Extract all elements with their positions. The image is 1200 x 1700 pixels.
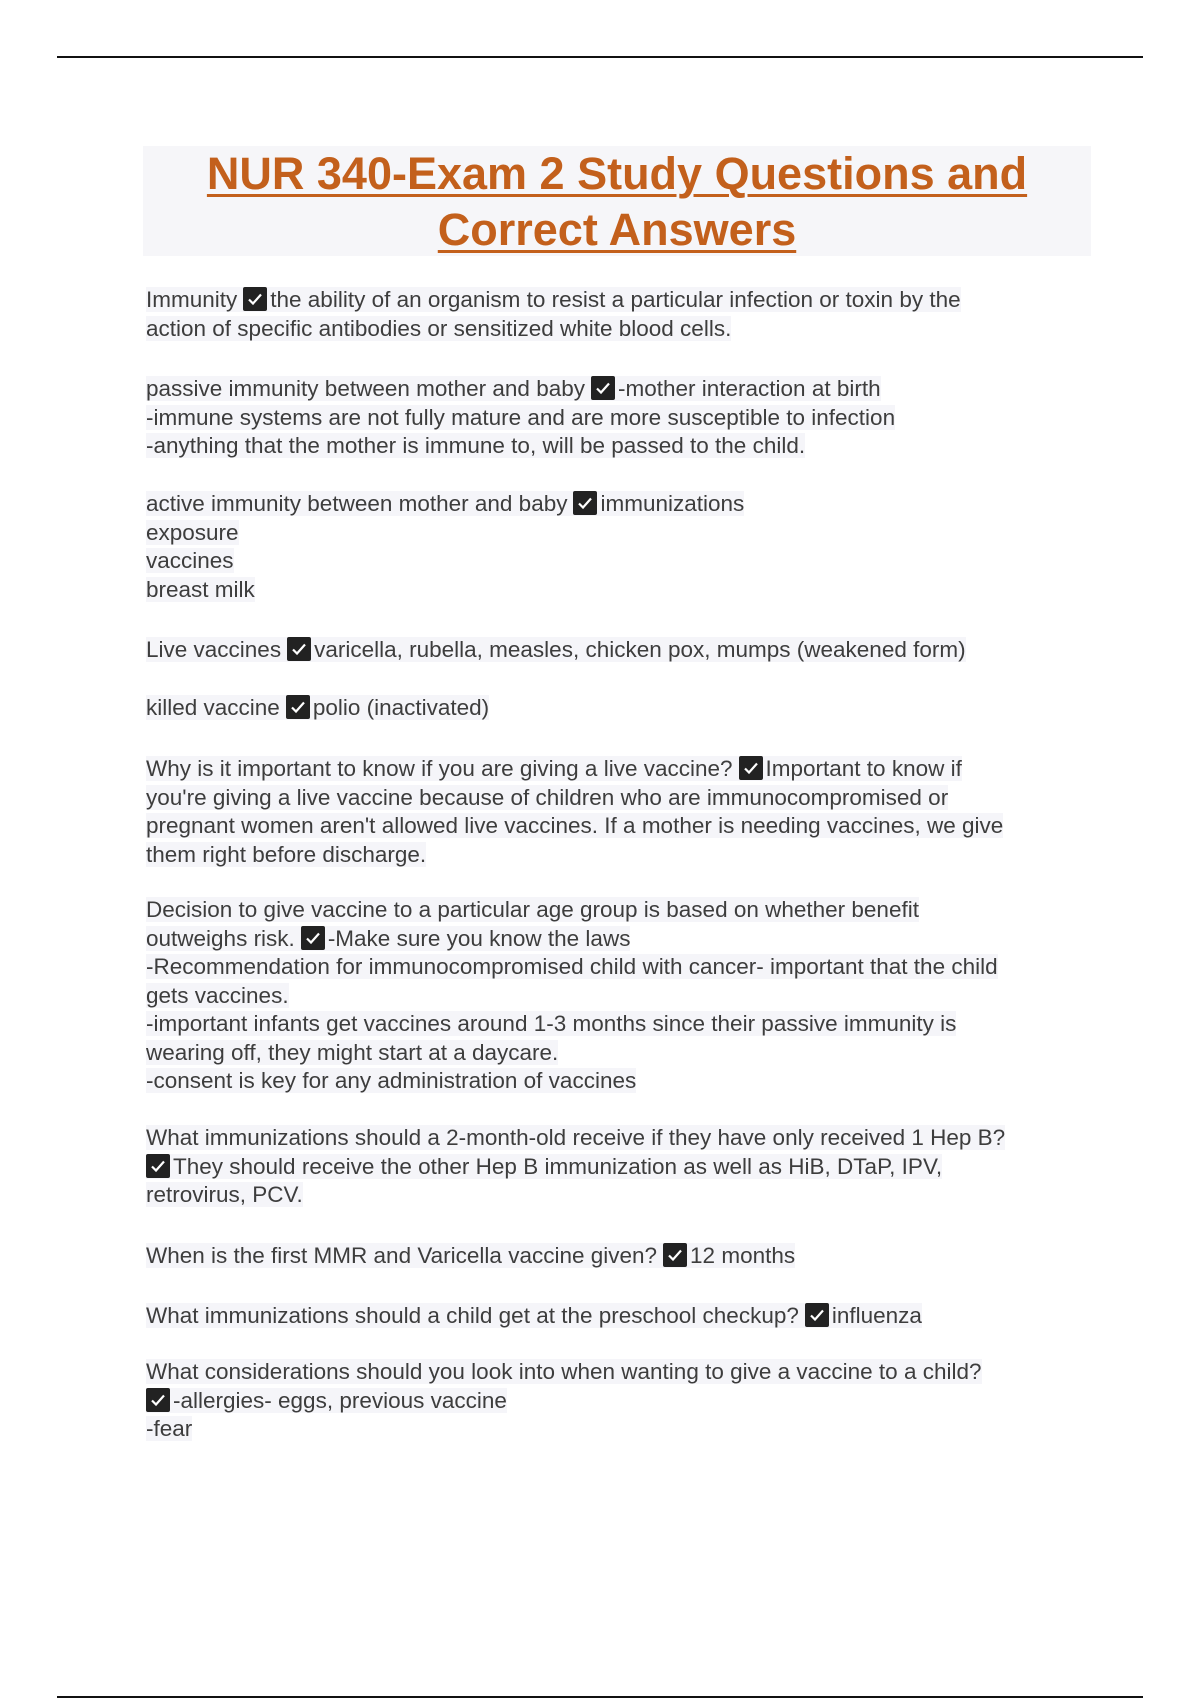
answer-text: breast milk (146, 576, 255, 602)
check-box-icon (287, 637, 311, 661)
answer-text: exposure (146, 519, 239, 545)
question-text: killed vaccine (146, 695, 280, 720)
qa-item (146, 1302, 1086, 1331)
qa-item (146, 375, 1086, 461)
answer-text: the ability of an organism to resist a particular infection or toxin by the (270, 287, 961, 312)
check-box-icon (146, 1154, 170, 1178)
question-text: outweighs risk. (146, 925, 295, 951)
bottom-rule (57, 1696, 1143, 1698)
qa-item (146, 1358, 1086, 1444)
document-title (143, 146, 1091, 256)
answer-text: immunizations (600, 491, 745, 516)
check-box-icon (573, 491, 597, 515)
question-text: When is the first MMR and Varicella vaccine given? (146, 1243, 658, 1268)
answer-text: -Recommendation for immunocompromised child with cancer- important that the child (146, 954, 998, 979)
qa-item (146, 286, 1086, 343)
check-box-icon (591, 376, 615, 400)
question-text: Live vaccines (146, 637, 282, 662)
answer-text: Important to know if (765, 756, 962, 781)
question-text: active immunity between mother and baby (146, 491, 568, 516)
question-text: Decision to give vaccine to a particular age group is based on whether benefit (146, 897, 919, 922)
answer-text: -anything that the mother is immune to, will be passed to the child. (146, 433, 806, 458)
check-box-icon (663, 1243, 687, 1267)
question-text: What immunizations should a child get at the preschool checkup? (146, 1303, 799, 1328)
check-box-icon (739, 756, 763, 780)
answer-text: polio (inactivated) (312, 695, 490, 720)
check-box-icon (286, 695, 310, 719)
answer-text: vaccines (146, 548, 234, 573)
answer-text: you're giving a live vaccine because of children who are immunocompromised or (146, 784, 949, 810)
question-text: What considerations should you look into when wanting to give a vaccine to a child? (146, 1359, 982, 1384)
check-box-icon (805, 1303, 829, 1327)
answer-text: -allergies- eggs, previous vaccine (173, 1387, 507, 1413)
top-rule (57, 56, 1143, 58)
answer-text: influenza (831, 1303, 922, 1328)
question-text: Why is it important to know if you are giving a live vaccine? (146, 756, 733, 781)
answer-text: pregnant women aren't allowed live vaccines. If a mother is needing vaccines, we give (146, 813, 1004, 838)
answer-text: -immune systems are not fully mature and are more susceptible to infection (146, 404, 896, 430)
qa-item (146, 1124, 1086, 1210)
question-text: passive immunity between mother and baby (146, 376, 585, 401)
answer-text: -mother interaction at birth (617, 376, 881, 401)
question-text: Immunity (146, 287, 238, 312)
answer-text: them right before discharge. (146, 841, 427, 867)
check-box-icon (243, 287, 267, 311)
answer-text: -consent is key for any administration of vaccines (146, 1068, 637, 1093)
qa-item (146, 694, 1086, 723)
answer-text: gets vaccines. (146, 982, 289, 1008)
answer-text: action of specific antibodies or sensitized white blood cells. (146, 315, 732, 341)
question-text: What immunizations should a 2-month-old receive if they have only received 1 Hep B? (146, 1125, 1006, 1150)
answer-text: -fear (146, 1416, 193, 1441)
answer-text: 12 months (690, 1243, 796, 1268)
qa-item (146, 896, 1086, 1096)
qa-item (146, 755, 1086, 869)
answer-text: -important infants get vaccines around 1-3 months since their passive immunity is (146, 1011, 957, 1036)
answer-text: -Make sure you know the laws (327, 925, 631, 951)
title-line-2: Correct Answers (437, 204, 797, 255)
answer-text: retrovirus, PCV. (146, 1182, 303, 1207)
title-line-1: NUR 340-Exam 2 Study Questions and (206, 148, 1028, 199)
qa-item (146, 636, 1086, 665)
check-box-icon (146, 1388, 170, 1412)
qa-item (146, 1242, 1086, 1271)
qa-item (146, 490, 1086, 604)
check-box-icon (301, 926, 325, 950)
answer-text: They should receive the other Hep B immunization as well as HiB, DTaP, IPV, (173, 1153, 943, 1179)
answer-text: varicella, rubella, measles, chicken pox, mumps (weakened form) (314, 637, 966, 662)
answer-text: wearing off, they might start at a daycare. (146, 1039, 559, 1065)
